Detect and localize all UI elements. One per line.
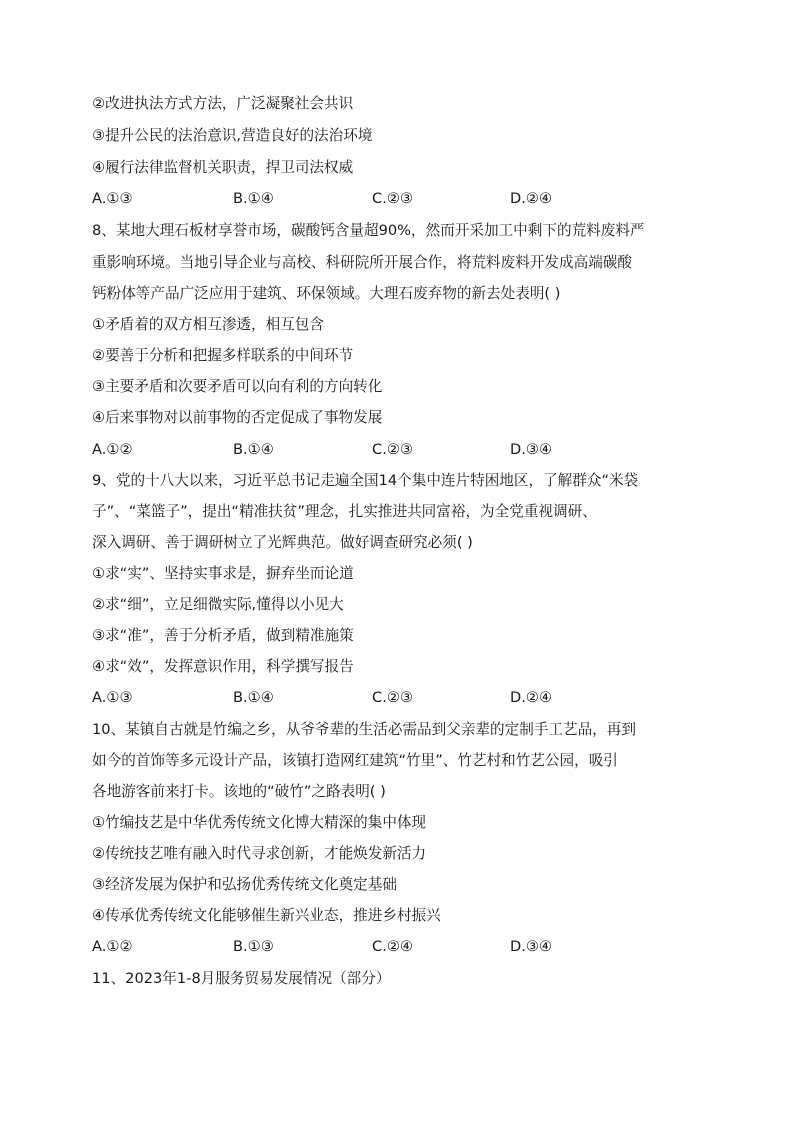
q9-option-4: ④求“效”，发挥意识作用，科学撰写报告 <box>92 658 354 675</box>
q10-option-3: ③经济发展为保护和弘扬优秀传统文化奠定基础 <box>92 876 397 893</box>
q9-choice-a: A.①③ <box>92 689 133 706</box>
q10-choice-d: D.③④ <box>510 938 553 955</box>
q9-stem-line-3: 深入调研、善于调研树立了光辉典范。做好调查研究必须( ) <box>92 534 473 551</box>
q8-stem-line-1: 8、某地大理石板材享誉市场，碳酸钙含量超90%，然而开采加工中剩下的荒料废料严 <box>92 222 645 239</box>
q8-option-2: ②要善于分析和把握多样联系的中间环节 <box>92 347 354 364</box>
q8-option-1: ①矛盾着的双方相互渗透，相互包含 <box>92 316 324 333</box>
q10-choice-b: B.①③ <box>233 938 274 955</box>
q10-stem-line-3: 各地游客前来打卡。该地的“破竹”之路表明( ) <box>92 783 386 800</box>
q7-choice-b: B.①④ <box>233 190 274 207</box>
q9-stem-line-1: 9、党的十八大以来，习近平总书记走遍全国14个集中连片特困地区，了解群众“米袋 <box>92 472 639 489</box>
q8-stem-line-3: 钙粉体等产品广泛应用于建筑、环保领域。大理石废弃物的新去处表明( ) <box>92 285 561 302</box>
q7-answer-choices <box>92 187 712 211</box>
q10-option-4: ④传承优秀传统文化能够催生新兴业态，推进乡村振兴 <box>92 907 441 924</box>
q8-choice-c: C.②③ <box>372 441 413 458</box>
q7-choice-d: D.②④ <box>510 190 553 207</box>
q8-option-3: ③主要矛盾和次要矛盾可以向有利的方向转化 <box>92 378 383 395</box>
q8-answer-choices <box>92 438 712 462</box>
q7-option-2: ②改进执法方式方法，广泛凝聚社会共识 <box>92 95 354 112</box>
q8-choice-d: D.③④ <box>510 441 553 458</box>
q9-answer-choices <box>92 686 712 710</box>
q7-option-4: ④履行法律监督机关职责，捍卫司法权威 <box>92 159 354 176</box>
q8-stem-line-2: 重影响环境。当地引导企业与高校、科研院所开展合作，将荒料废料开发成高端碳酸 <box>92 254 632 271</box>
q9-choice-c: C.②③ <box>372 689 413 706</box>
q9-stem-line-2: 子”、“菜篮子”，提出“精准扶贫”理念，扎实推进共同富裕，为全党重视调研、 <box>92 503 597 520</box>
q10-choice-c: C.②④ <box>372 938 413 955</box>
q10-answer-choices <box>92 935 712 959</box>
q7-choice-c: C.②③ <box>372 190 413 207</box>
q8-choice-a: A.①② <box>92 441 133 458</box>
q10-choice-a: A.①② <box>92 938 133 955</box>
q11-stem: 11、2023年1-8月服务贸易发展情况（部分） <box>92 970 391 987</box>
q9-choice-d: D.②④ <box>510 689 553 706</box>
q9-option-3: ③求“准”，善于分析矛盾，做到精准施策 <box>92 627 354 644</box>
q7-choice-a: A.①③ <box>92 190 133 207</box>
q8-choice-b: B.①④ <box>233 441 274 458</box>
q9-option-1: ①求“实”、坚持实事求是，摒弃坐而论道 <box>92 565 354 582</box>
q7-option-3: ③提升公民的法治意识,营造良好的法治环境 <box>92 127 373 144</box>
q10-stem-line-2: 如今的首饰等多元设计产品，该镇打造网红建筑“竹里”、竹艺村和竹艺公园，吸引 <box>92 752 618 769</box>
q10-option-2: ②传统技艺唯有融入时代寻求创新，才能焕发新活力 <box>92 845 427 862</box>
q8-option-4: ④后来事物对以前事物的否定促成了事物发展 <box>92 409 383 426</box>
q10-stem-line-1: 10、某镇自古就是竹编之乡，从爷爷辈的生活必需品到父亲辈的定制手工艺品，再到 <box>92 721 636 738</box>
q9-choice-b: B.①④ <box>233 689 274 706</box>
q10-option-1: ①竹编技艺是中华优秀传统文化博大精深的集中体现 <box>92 814 427 831</box>
q9-option-2: ②求“细”，立足细微实际,懂得以小见大 <box>92 596 344 613</box>
